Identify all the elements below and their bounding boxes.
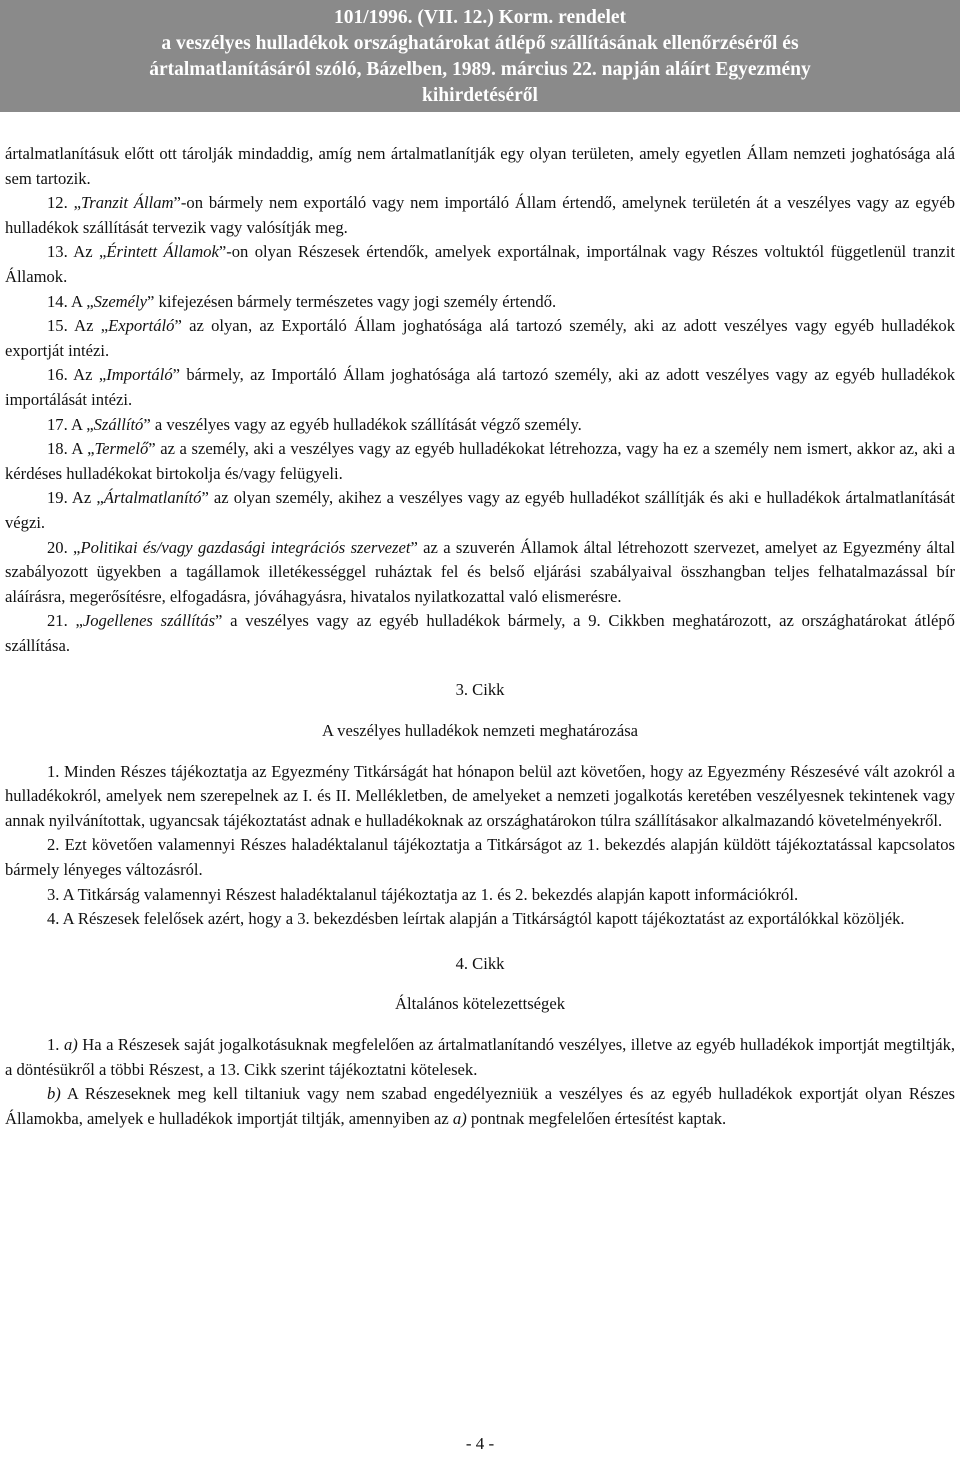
paragraph-19-text: ” az olyan személy, akihez a veszélyes vagy az egyéb hulladékot szállítják és aki e hulladékok ártalmatlanítását végzi. <box>5 488 955 532</box>
paragraph-20-term: Politikai és/vagy gazdasági integrációs szervezet <box>80 537 411 557</box>
spacer <box>5 703 955 719</box>
paragraph-12-prefix: 12. „ <box>47 193 81 213</box>
article-3-paragraph-4: 4. A Részesek felelősek azért, hogy a 3. bekezdésben leírtak alapján a Titkárságtól kapott tájékoztatást az exportálókkal közöljék. <box>47 909 905 929</box>
paragraph-17-text: ” a veszélyes vagy az egyéb hulladékok szállítását végző személy. <box>143 414 582 434</box>
article-3-paragraph-3: 3. A Titkárság valamennyi Részest haladéktalanul tájékoztatja az 1. és 2. bekezdés alapján kapott információkról. <box>47 884 799 904</box>
article-3-number: 3. Cikk <box>455 680 505 700</box>
paragraph-19-prefix: 19. Az „ <box>47 488 104 508</box>
paragraph-19-term: Ártalmatlanító <box>103 488 202 508</box>
paragraph-21-term: Jogellenes szállítás <box>82 611 216 631</box>
article-4-paragraph-1-number: 1. <box>47 1035 64 1054</box>
article-3-title: A veszélyes hulladékok nemzeti meghatározása <box>321 721 639 741</box>
paragraph-13-text: ”-on olyan Részesek értendők, amelyek exportálnak, importálnak vagy Részes voltuktól függetlenül tranzit Államok. <box>5 242 955 286</box>
paragraph-15-term: Exportáló <box>108 316 175 336</box>
article-4-paragraph-1a <box>5 1033 955 1082</box>
spacer <box>5 1017 955 1033</box>
paragraph-21-prefix: 21. „ <box>47 611 83 631</box>
header-title-line-1: 101/1996. (VII. 12.) Korm. rendelet <box>333 7 627 28</box>
paragraph-16 <box>5 363 955 412</box>
paragraph-13-prefix: 13. Az „ <box>47 242 107 262</box>
document-header <box>0 0 960 112</box>
paragraph-17 <box>5 413 955 438</box>
paragraph-11-continuation: ártalmatlanításuk előtt ott tárolják mindaddig, amíg nem ártalmatlanítják egy olyan területen, amely egyetlen Állam nemzeti joghatósága alá sem tartozik. <box>5 144 955 188</box>
paragraph-12-text: ”-on bármely nem exportáló vagy nem importáló Állam értendő, amelynek területén át a veszélyes vagy az egyéb hulladékok szállítását tervezik vagy valósítják meg. <box>5 193 955 237</box>
paragraph-14-text: ” kifejezésen bármely természetes vagy jogi személy értendő. <box>147 291 557 311</box>
article-3-paragraph-2: 2. Ezt követően valamennyi Részes haladéktalanul tájékoztatja a Titkárságot az 1. bekezdés alapján küldött tájékoztatással kapcsolatos bármely lényeges változásról. <box>5 835 955 880</box>
document-body <box>5 142 955 1131</box>
page-number: - 4 - <box>465 1434 495 1453</box>
paragraph-14-term: Személy <box>93 291 148 311</box>
paragraph-14-prefix: 14. A „ <box>47 291 94 311</box>
paragraph-18-text: ” az a személy, aki a veszélyes vagy az egyéb hulladékokat létrehozza, vagy ha ez a személy nem ismert, akkor az, aki a kérdéses hulladékokat birtokolja és/vagy felügyeli. <box>5 439 955 483</box>
article-3-paragraph-1: 1. Minden Részes tájékoztatja az Egyezmény Titkárságát hat hónapon belül azt követően, hogy az Egyezmény Részesévé vált azokról a hulladékokról, amelyek nem szerepelnek az I. és II. Mellékletben, de amelyeket a nemzeti jogalkotás keretében veszélyesnek tekintenek vagy annak nyilvánítottak, ugyancsak tájékoztatást adnak e hulladékoknak az országhatárokon túlra szállításakor alkalmazandó követelményekről. <box>5 761 955 830</box>
paragraph-13 <box>5 240 955 289</box>
header-title-line-2: a veszélyes hulladékok országhatárokat átlépő szállításának ellenőrzéséről és <box>161 33 799 54</box>
paragraph-19 <box>5 486 955 535</box>
paragraph-20 <box>5 536 955 610</box>
spacer <box>5 932 955 952</box>
paragraph-16-text: ” bármely, az Importáló Állam joghatósága alá tartozó személy, aki az adott veszélyes vagy az egyéb hulladékok importálását intézi. <box>5 365 955 409</box>
spacer <box>5 658 955 678</box>
paragraph-20-prefix: 20. „ <box>47 537 81 557</box>
article-4-point-a-label: a) <box>63 1035 78 1054</box>
paragraph-13-term: Érintett Államok <box>106 242 219 262</box>
header-title-line-4: kihirdetéséről <box>422 85 538 106</box>
paragraph-12 <box>5 191 955 240</box>
article-4-paragraph-1b <box>5 1082 955 1131</box>
article-4-title: Általános kötelezettségek <box>394 994 566 1014</box>
article-4-point-b-text: A Részeseknek meg kell tiltaniuk vagy nem szabad engedélyezniük a veszélyes és az egyéb hulladékok exportját olyan Részes Államokba, amelyek e hulladékok importját tiltják, amennyiben az <box>5 1084 955 1128</box>
paragraph-21-text: ” a veszélyes vagy az egyéb hulladékok bármely, a 9. Cikkben meghatározott, az országhatárokat átlépő szállítása. <box>5 611 955 655</box>
article-4-point-a-text: Ha a Részesek saját jogalkotásuknak megfelelően az ártalmatlanítandó veszélyes, illetve az egyéb hulladékok importját megtiltják, a döntésükről a többi Részest, a 13. Cikk szerint tájékoztatni kötelesek. <box>5 1035 956 1079</box>
paragraph-18-term: Termelő <box>94 439 149 459</box>
spacer <box>5 744 955 760</box>
paragraph-16-prefix: 16. Az „ <box>47 365 107 385</box>
article-4-number: 4. Cikk <box>455 953 505 973</box>
paragraph-16-term: Importáló <box>106 365 173 385</box>
paragraph-17-term: Szállító <box>93 414 144 434</box>
article-4-point-b-end: pontnak megfelelően értesítést kaptak. <box>466 1108 727 1128</box>
paragraph-17-prefix: 17. A „ <box>47 414 94 434</box>
paragraph-14 <box>5 290 955 315</box>
paragraph-18 <box>5 437 955 486</box>
paragraph-15-prefix: 15. Az „ <box>47 316 109 336</box>
paragraph-18-prefix: 18. A „ <box>47 439 95 459</box>
paragraph-21 <box>5 609 955 658</box>
paragraph-15-text: ” az olyan, az Exportáló Állam joghatósága alá tartozó személy, aki az adott veszélyes vagy egyéb hulladékok exportját intézi. <box>5 316 955 360</box>
paragraph-12-term: Tranzit Állam <box>80 193 174 213</box>
paragraph-20-text: ” az a szuverén Államok által létrehozott szervezet, amelyet az Egyezmény által szabályozott ügyekben a tagállamok illetékességgel ruháztak fel és belső eljárási szabályaival összhangban teljes felhatalmazással bír aláírásra, megerősítésre, elfogadásra, jóváhagyásra, hivatalos nyilatkozattal való elismerésre. <box>5 537 955 606</box>
article-4-point-b-label: b) <box>47 1084 61 1104</box>
article-4-point-b-reference: a) <box>452 1108 467 1128</box>
spacer <box>5 976 955 992</box>
header-title-line-3: ártalmatlanításáról szóló, Bázelben, 1989. március 22. napján aláírt Egyezmény <box>149 59 811 80</box>
paragraph-15 <box>5 314 955 363</box>
